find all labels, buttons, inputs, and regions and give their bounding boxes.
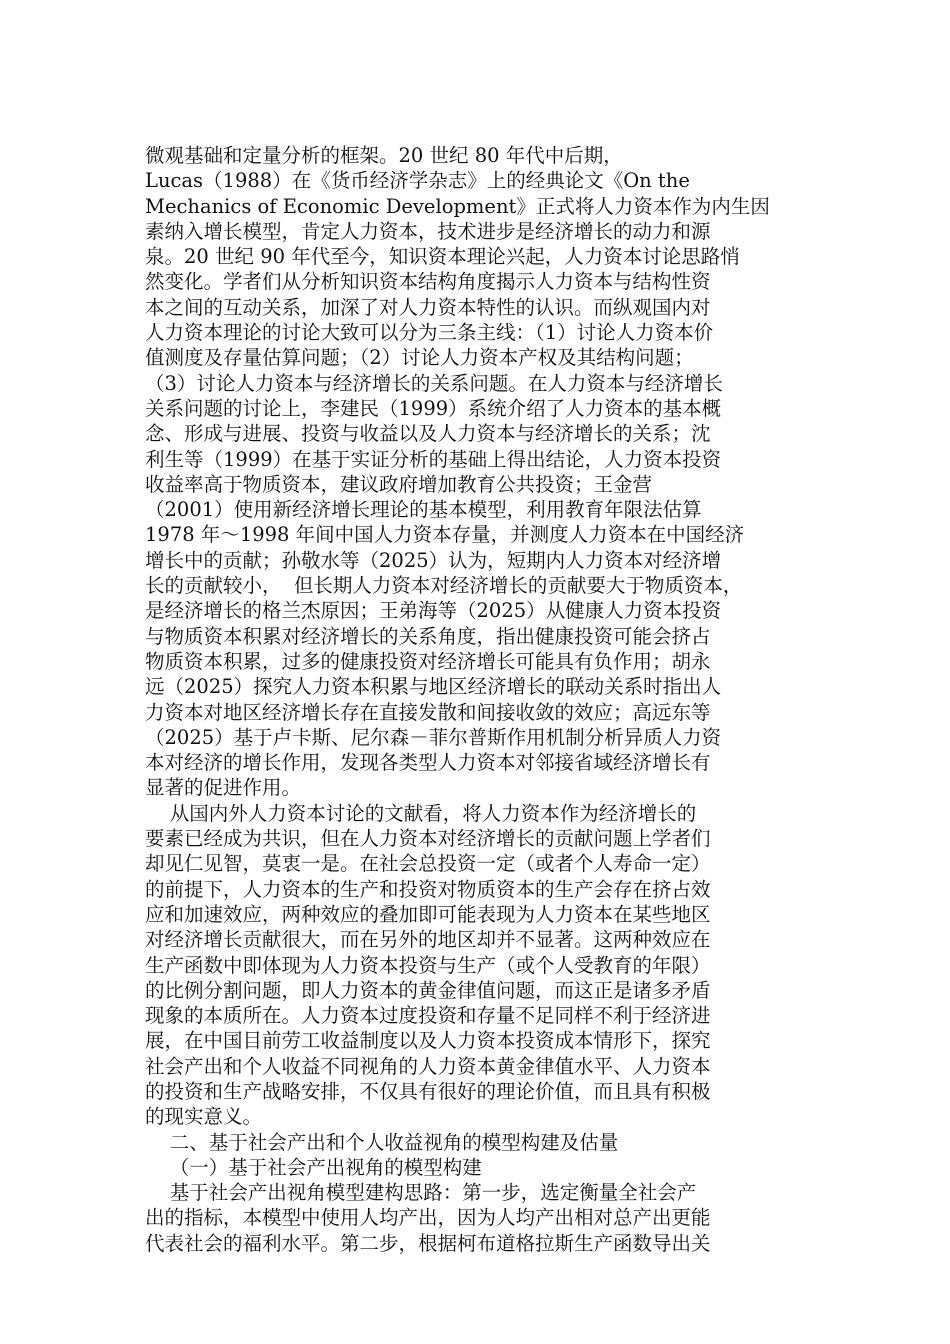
text-line: （一）基于社会产出视角的模型构建 <box>145 1155 482 1179</box>
text-line: Lucas（1988）在《货币经济学杂志》上的经典论文《On the <box>145 169 690 193</box>
text-line: 念、形成与进展、投资与收益以及人力资本与经济增长的关系；沈 <box>145 422 711 446</box>
text-line: 值测度及存量估算问题；（2）讨论人力资本产权及其结构问题； <box>145 346 694 370</box>
text-line: （2001）使用新经济增长理论的基本模型，利用教育年限法估算 <box>145 498 702 522</box>
text-line: 微观基础和定量分析的框架。20 世纪 80 年代中后期， <box>145 144 623 167</box>
text-line: 生产函数中即体现为人力资本投资与生产（或个人受教育的年限） <box>145 953 711 977</box>
text-line: 关系问题的讨论上，李建民（1999）系统介绍了人力资本的基本概 <box>145 396 722 420</box>
text-line: 本之间的互动关系，加深了对人力资本特性的认识。而纵观国内对 <box>145 295 711 319</box>
text-line: 要素已经成为共识，但在人力资本对经济增长的贡献问题上学者们 <box>145 827 711 851</box>
text-line: 却见仁见智，莫衷一是。在社会总投资一定（或者个人寿命一定） <box>145 852 711 876</box>
text-line: 基于社会产出视角模型建构思路：第一步，选定衡量全社会产 <box>145 1181 697 1205</box>
text-line: 收益率高于物质资本，建议政府增加教育公共投资；王金营 <box>145 472 653 496</box>
text-line: 泉。20 世纪 90 年代至今，知识资本理论兴起，人力资本讨论思路悄 <box>145 245 740 269</box>
document-body <box>145 143 813 1256</box>
text-line: 利生等（1999）在基于实证分析的基础上得出结论，人力资本投资 <box>145 447 722 471</box>
text-line: 社会产出和个人收益不同视角的人力资本黄金律值水平、人力资本 <box>145 1054 711 1078</box>
text-line: 人力资本理论的讨论大致可以分为三条主线：（1）讨论人力资本价 <box>145 321 714 345</box>
text-line: 力资本对地区经济增长存在直接发散和间接收敛的效应；高远东等 <box>145 700 711 724</box>
text-line: 二、基于社会产出和个人收益视角的模型构建及估量 <box>145 1130 619 1154</box>
text-line: 显著的促进作用。 <box>145 776 302 800</box>
text-line: 物质资本积累，过多的健康投资对经济增长可能具有负作用；胡永 <box>145 649 711 673</box>
text-line: 是经济增长的格兰杰原因；王弟海等（2025）从健康人力资本投资 <box>145 599 722 623</box>
text-line: 的比例分割问题，即人力资本的黄金律值问题，而这正是诸多矛盾 <box>145 978 711 1002</box>
text-line: 长的贡献较小， 但长期人力资本对经济增长的贡献要大于物质资本， <box>145 574 743 598</box>
text-line: （3）讨论人力资本与经济增长的关系问题。在人力资本与经济增长 <box>145 371 723 395</box>
text-line: Mechanics of Economic Development》正式将人力资本作为内生因 <box>145 194 770 218</box>
text-line: （2025）基于卢卡斯、尼尔森－菲尔普斯作用机制分析异质人力资 <box>145 725 722 749</box>
text-line: 增长中的贡献；孙敬水等（2025）认为，短期内人力资本对经济增 <box>145 548 722 572</box>
text-line: 远（2025）探究人力资本积累与地区经济增长的联动关系时指出人 <box>145 675 722 699</box>
text-line: 现象的本质所在。人力资本过度投资和存量不足同样不利于经济进 <box>145 1004 711 1028</box>
text-line: 与物质资本积累对经济增长的关系角度，指出健康投资可能会挤占 <box>145 624 711 648</box>
text-line: 应和加速效应，两种效应的叠加即可能表现为人力资本在某些地区 <box>145 902 711 926</box>
text-line: 展，在中国目前劳工收益制度以及人力资本投资成本情形下，探究 <box>145 1029 711 1053</box>
text-line: 素纳入增长模型，肯定人力资本，技术进步是经济增长的动力和源 <box>145 219 711 243</box>
text-line: 1978 年～1998 年间中国人力资本存量，并测度人力资本在中国经济 <box>145 523 745 547</box>
text-line: 从国内外人力资本讨论的文献看，将人力资本作为经济增长的 <box>145 801 697 825</box>
text-line: 的前提下，人力资本的生产和投资对物质资本的生产会存在挤占效 <box>145 877 711 901</box>
text-line: 对经济增长贡献很大，而在另外的地区却并不显著。这两种效应在 <box>145 928 711 952</box>
text-line: 本对经济的增长作用，发现各类型人力资本对邻接省域经济增长有 <box>145 751 711 775</box>
text-line: 然变化。学者们从分析知识资本结构角度揭示人力资本与结构性资 <box>145 270 711 294</box>
text-line: 的投资和生产战略安排，不仅具有很好的理论价值，而且具有积极 <box>145 1079 711 1103</box>
text-line: 出的指标，本模型中使用人均产出，因为人均产出相对总产出更能 <box>145 1206 711 1230</box>
text-line: 的现实意义。 <box>145 1105 263 1129</box>
text-line: 代表社会的福利水平。第二步，根据柯布道格拉斯生产函数导出关 <box>145 1231 711 1255</box>
